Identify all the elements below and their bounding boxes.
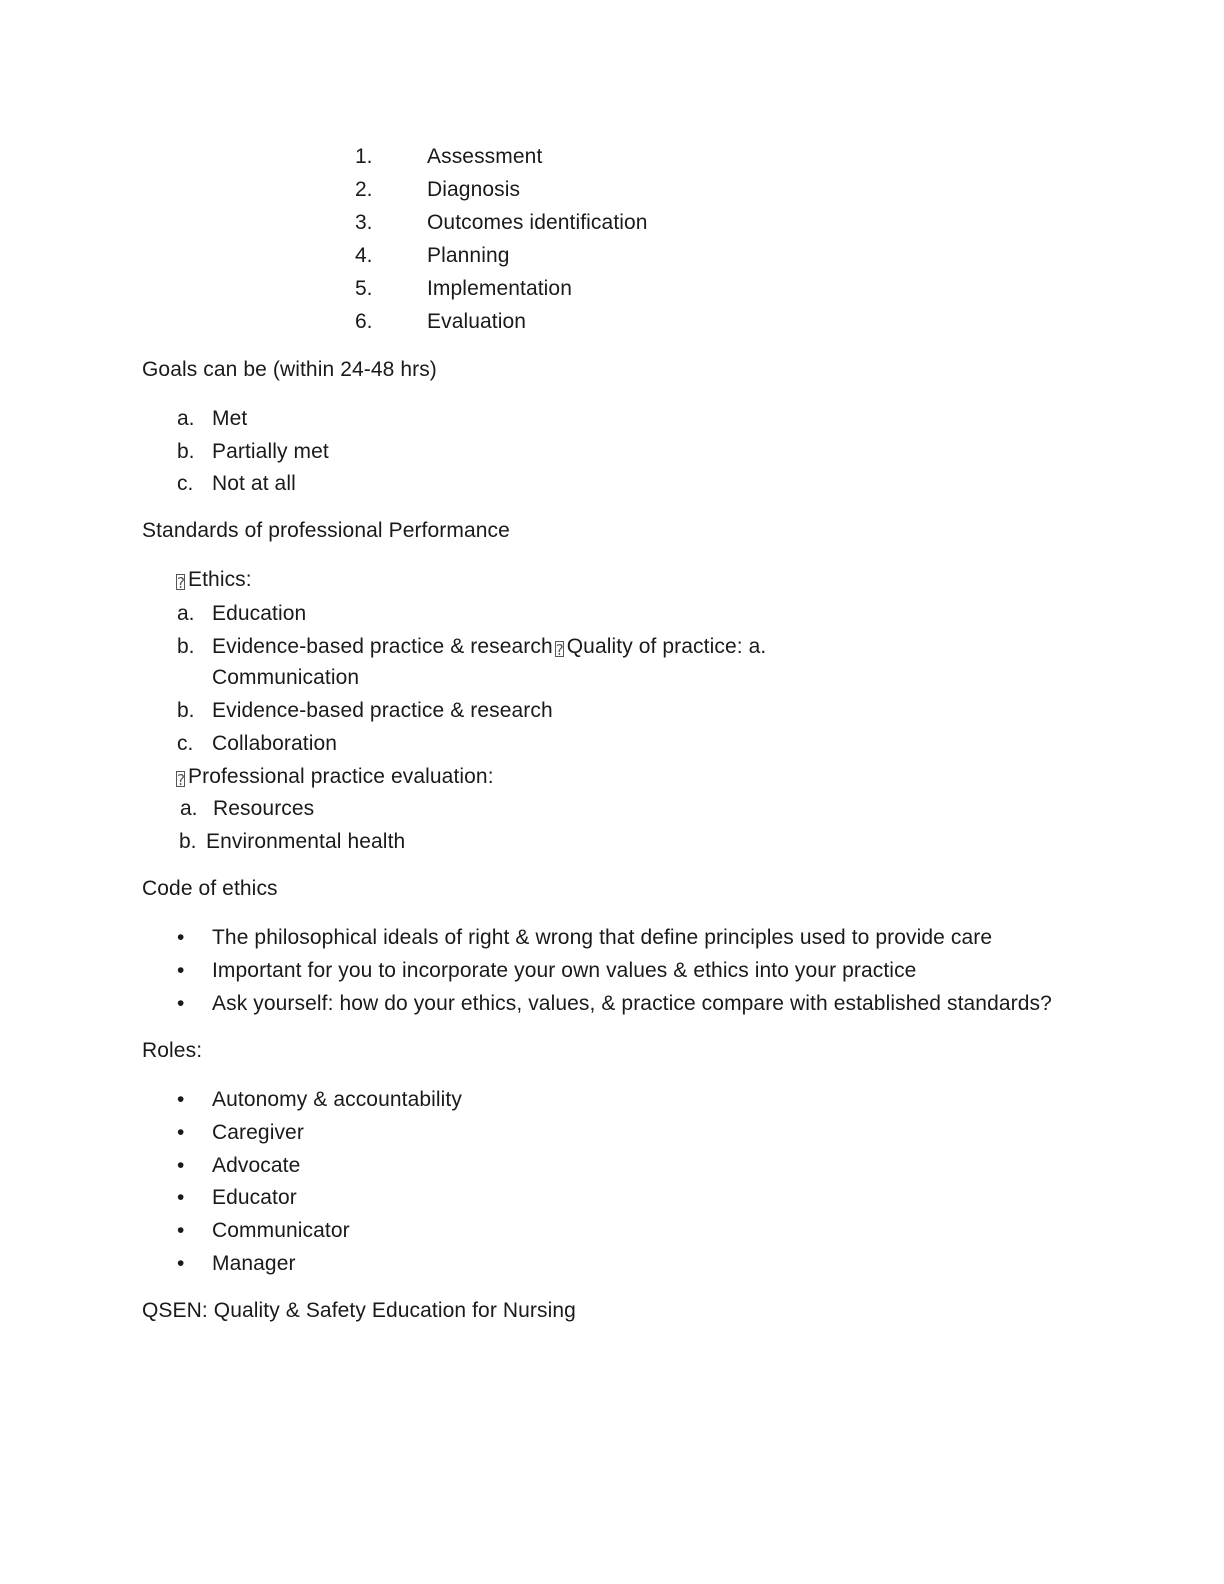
list-number: 2. xyxy=(355,178,373,201)
ethics-label: Ethics: xyxy=(188,568,252,591)
list-item: Environmental health xyxy=(206,830,406,853)
list-number: 4. xyxy=(355,244,373,267)
ethics-label-line xyxy=(176,567,252,593)
list-item: Important for you to incorporate your own values & ethics into your practice xyxy=(212,959,917,982)
list-marker: c. xyxy=(177,472,194,495)
bullet: • xyxy=(177,1088,185,1111)
bullet: • xyxy=(177,1252,185,1275)
list-number: 1. xyxy=(355,145,373,168)
list-item: The philosophical ideals of right & wrong that define principles used to provide care xyxy=(212,926,993,949)
list-marker: b. xyxy=(177,699,195,722)
missing-glyph-icon: ? xyxy=(177,574,186,592)
list-item: Education xyxy=(212,602,307,625)
bullet: • xyxy=(177,1186,185,1209)
bullet: • xyxy=(177,959,185,982)
list-item: Partially met xyxy=(212,440,329,463)
list-marker: a. xyxy=(180,797,198,820)
list-number: 6. xyxy=(355,310,373,333)
code-of-ethics-heading: Code of ethics xyxy=(142,877,278,900)
standards-heading: Standards of professional Performance xyxy=(142,519,510,542)
list-item: Collaboration xyxy=(212,732,338,755)
list-item: Implementation xyxy=(427,277,572,300)
list-marker: c. xyxy=(177,732,194,755)
list-item: Caregiver xyxy=(212,1121,304,1144)
list-item: Communicator xyxy=(212,1219,350,1242)
bullet: • xyxy=(177,1219,185,1242)
list-item: Resources xyxy=(213,797,315,820)
list-marker: a. xyxy=(177,407,195,430)
list-item: Diagnosis xyxy=(427,178,521,201)
list-item: Not at all xyxy=(212,472,296,495)
list-item: Ask yourself: how do your ethics, values, & practice compare with established standards? xyxy=(212,992,1052,1015)
merged-text-before: Evidence-based practice & research xyxy=(212,635,553,658)
list-item: Educator xyxy=(212,1186,297,1209)
list-marker: b. xyxy=(177,440,195,463)
list-item: Outcomes identification xyxy=(427,211,648,234)
list-marker: a. xyxy=(177,602,195,625)
list-item: Manager xyxy=(212,1252,296,1275)
evaluation-label: Professional practice evaluation: xyxy=(188,765,494,788)
bullet: • xyxy=(177,992,185,1015)
missing-glyph-icon: ? xyxy=(177,771,186,789)
bullet: • xyxy=(177,1121,185,1144)
list-number: 3. xyxy=(355,211,373,234)
list-item: Planning xyxy=(427,244,510,267)
roles-heading: Roles: xyxy=(142,1039,203,1062)
list-marker: b. xyxy=(179,830,197,853)
merged-list-item xyxy=(212,634,766,660)
list-item: Assessment xyxy=(427,145,543,168)
goals-heading: Goals can be (within 24-48 hrs) xyxy=(142,358,437,381)
merged-text-after: Quality of practice: a. xyxy=(566,635,767,658)
list-marker: b. xyxy=(177,635,195,658)
missing-glyph-icon: ? xyxy=(555,641,564,659)
evaluation-label-line xyxy=(176,764,494,790)
qsen-line: QSEN: Quality & Safety Education for Nursing xyxy=(142,1299,576,1322)
bullet: • xyxy=(177,926,185,949)
list-item: Evidence-based practice & research xyxy=(212,699,553,722)
bullet: • xyxy=(177,1154,185,1177)
list-number: 5. xyxy=(355,277,373,300)
list-item: Met xyxy=(212,407,248,430)
merged-text-wrap: Communication xyxy=(212,666,360,689)
list-item: Autonomy & accountability xyxy=(212,1088,462,1111)
list-item: Advocate xyxy=(212,1154,301,1177)
list-item: Evaluation xyxy=(427,310,527,333)
